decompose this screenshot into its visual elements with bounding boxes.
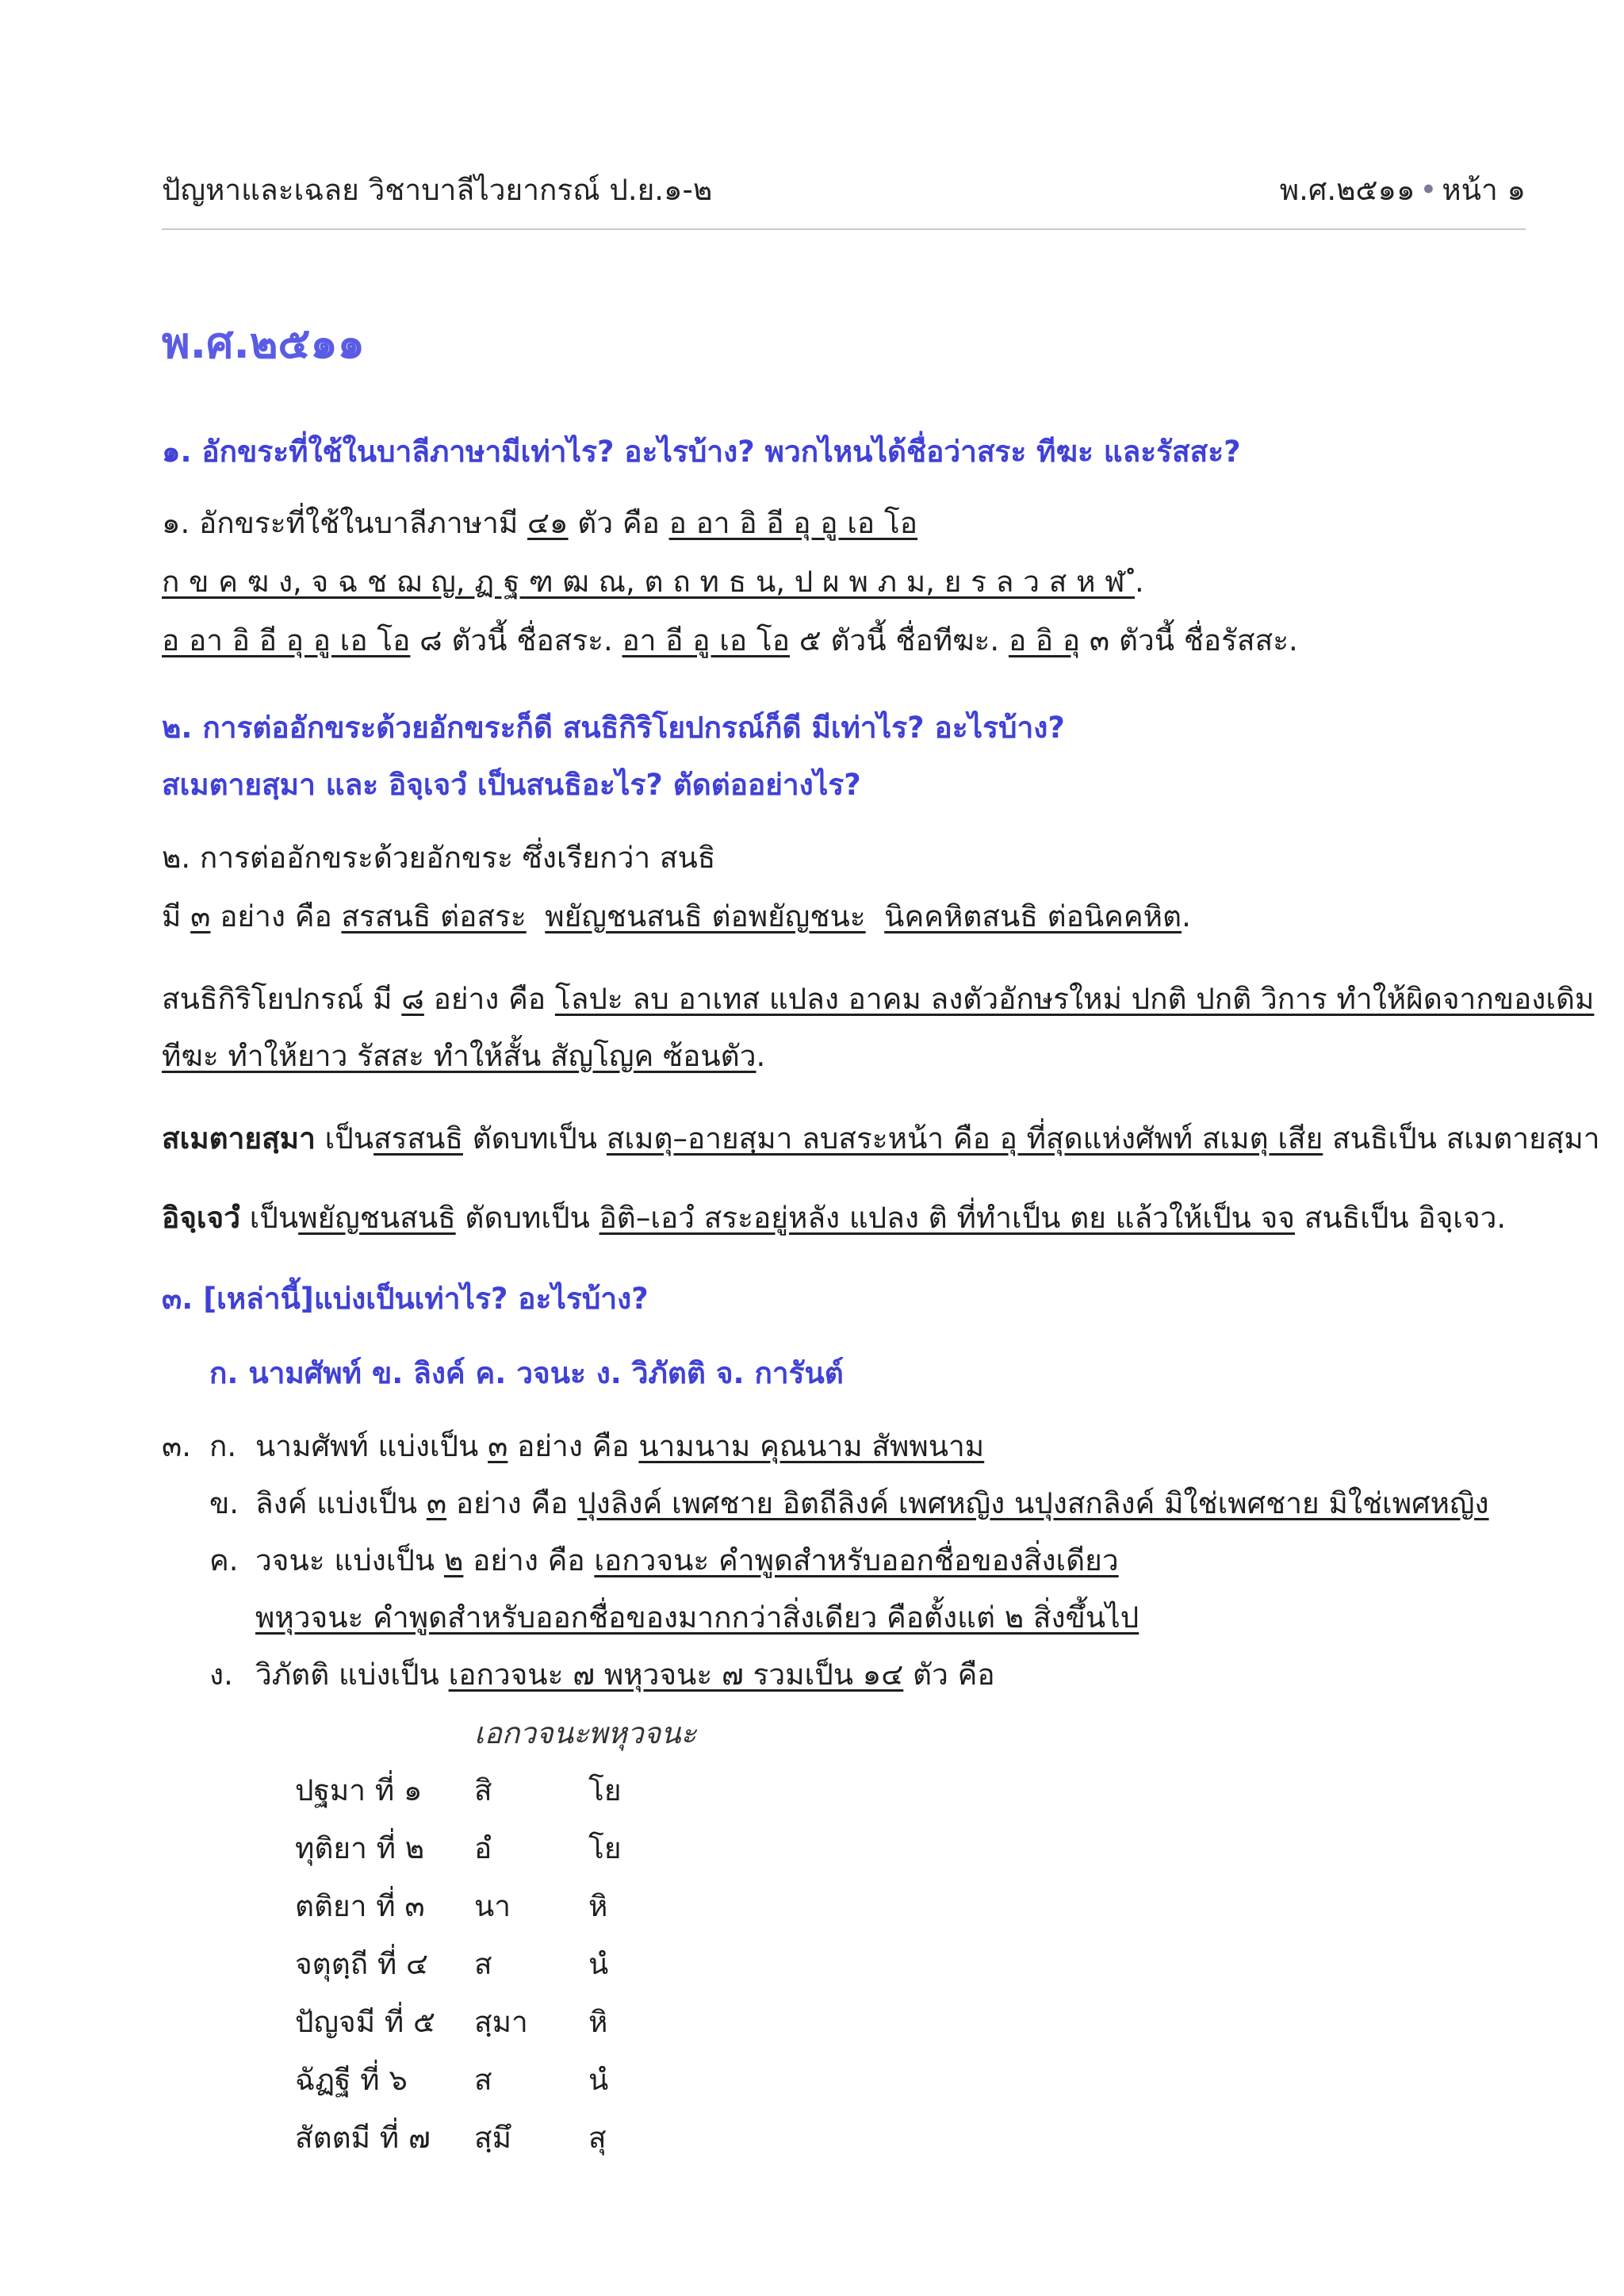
plural-ending: นํ: [588, 2063, 609, 2097]
question-3-line-1: ๓. [เหล่านี้]แบ่งเป็นเท่าไร? อะไรบ้าง?: [162, 1282, 649, 1316]
column-header-singular: เอกวจนะ: [474, 1716, 589, 1750]
text: เป็น: [315, 1121, 374, 1156]
sandhi-method-list: ทีฆะ ทำให้ยาว รัสสะ ทำให้สั้น สัญโญค ซ้อนตัว: [162, 1039, 756, 1073]
text: ตัดบทเป็น: [455, 1201, 599, 1235]
singular-ending: สฺมึ: [474, 2121, 511, 2155]
answer-3-ka-marker: ก.: [209, 1429, 237, 1463]
text: อย่าง คือ: [463, 1543, 595, 1577]
sandhi-type: พยัญชนสนธิ ต่อพยัญชนะ: [545, 899, 866, 933]
sandhi-explanation: สเมตุ–อายสฺมา ลบสระหน้า คือ อุ ที่สุดแห่งศัพท์ สเมตุ เสีย: [606, 1121, 1323, 1156]
text: อย่าง คือ: [446, 1486, 578, 1520]
text: ตัว คือ: [568, 506, 669, 540]
answer-2-line-1: ๒. การต่ออักขระด้วยอักขระ ซึ่งเรียกว่า สนธิ: [162, 841, 716, 875]
text: อย่าง คือ: [210, 899, 342, 933]
long-vowel-group: อา อี อู เอ โอ: [622, 623, 790, 657]
text: .: [756, 1039, 766, 1073]
count-underlined: ๓: [190, 899, 211, 933]
answer-3-number: ๓.: [162, 1429, 192, 1463]
sandhi-type: พยัญชนสนธิ: [298, 1201, 456, 1235]
plural-ending: โย: [588, 1773, 622, 1807]
text: วจนะ แบ่งเป็น: [255, 1543, 444, 1577]
year-heading: พ.ศ.๒๕๑๑: [162, 318, 365, 368]
text: ๘ ตัวนี้ ชื่อสระ.: [410, 623, 622, 657]
question-2-line-1: ๒. การต่ออักขระด้วยอักขระก็ดี สนธิกิริโยปกรณ์ก็ดี มีเท่าไร? อะไรบ้าง?: [162, 711, 1065, 745]
vowel-group: อ อา อิ อี อุ อู เอ โอ: [162, 623, 411, 657]
plural-ending: หิ: [588, 2005, 608, 2039]
singular-ending: นา: [474, 1889, 511, 1923]
question-1: ๑. อักขระที่ใช้ในบาลีภาษามีเท่าไร? อะไรบ้าง? พวกไหนได้ชื่อว่าสระ ทีฆะ และรัสสะ?: [162, 435, 1241, 469]
gender-list: ปุงลิงค์ เพศชาย อิตถีลิงค์ เพศหญิง นปุงสกลิงค์ มิใช่เพศชาย มิใช่เพศหญิง: [577, 1486, 1489, 1520]
text: ๑. อักขระที่ใช้ในบาลีภาษามี: [162, 506, 528, 540]
case-name: จตุตฺถี ที่ ๔: [295, 1947, 429, 1981]
case-name: สัตตมี ที่ ๗: [295, 2121, 431, 2155]
count-underlined: ๒: [443, 1543, 464, 1577]
count-underlined: ๘: [401, 982, 424, 1016]
singular-ending: อํ: [474, 1831, 492, 1865]
vowel-list: อ อา อิ อี อุ อู เอ โอ: [668, 506, 917, 540]
sandhi-explanation: อิติ–เอวํ สระอยู่หลัง แปลง ติ ที่ทำเป็น ตย แล้วให้เป็น จจ: [599, 1201, 1295, 1235]
term-bold: สเมตายสฺมา: [162, 1121, 316, 1156]
text: วิภัตติ แบ่งเป็น: [255, 1658, 449, 1692]
text: ลิงค์ แบ่งเป็น: [255, 1486, 427, 1520]
text: .: [1182, 899, 1191, 933]
case-name: ปัญจมี ที่ ๕: [295, 2005, 435, 2039]
text: ตัว คือ: [903, 1658, 995, 1692]
plural-ending: หิ: [588, 1889, 608, 1923]
answer-3-kho-marker: ค.: [209, 1543, 239, 1577]
case-name: ฉัฏฐี ที่ ๖: [295, 2063, 408, 2097]
term-bold: อิจฺเจวํ: [162, 1201, 241, 1235]
sandhi-type: สรสนธิ ต่อสระ: [341, 899, 527, 933]
singular-ending: สิ: [474, 1773, 492, 1807]
column-header-plural: พหุวจนะ: [588, 1716, 697, 1750]
text: ตัดบทเป็น: [462, 1121, 607, 1156]
number-type: เอกวจนะ คำพูดสำหรับออกชื่อของสิ่งเดียว: [594, 1543, 1119, 1577]
text: .: [1135, 565, 1144, 599]
header-page-number: หน้า ๑: [1442, 173, 1526, 207]
text: อย่าง คือ: [423, 982, 555, 1016]
question-2-line-2: สเมตายสฺมา และ อิจฺเจวํ เป็นสนธิอะไร? ตัดต่ออย่างไร?: [162, 768, 861, 802]
plural-ending: นํ: [588, 1947, 609, 1981]
answer-3-ngo-marker: ง.: [209, 1658, 233, 1692]
singular-ending: ส: [474, 2063, 492, 2097]
count-underlined: ๓: [488, 1429, 508, 1463]
plural-ending: โย: [588, 1831, 622, 1865]
question-3-line-2: ก. นามศัพท์ ข. ลิงค์ ค. วจนะ ง. วิภัตติ จ. การันต์: [209, 1356, 844, 1390]
singular-ending: ส: [474, 1947, 492, 1981]
consonant-list: ก ข ค ฆ ง, จ ฉ ช ฌ ญ, ฏ ฐ ฑ ฒ ณ, ต ถ ท ธ น, ป ผ พ ภ ม, ย ร ล ว ส ห ฬ ํ: [162, 565, 1135, 599]
answer-3-kha-marker: ข.: [209, 1486, 239, 1520]
header-separator: •: [1419, 173, 1438, 207]
text: นามศัพท์ แบ่งเป็น: [255, 1429, 488, 1463]
case-count: เอกวจนะ ๗ พหุวจนะ ๗ รวมเป็น ๑๔: [448, 1658, 904, 1692]
sandhi-type: นิคคหิตสนธิ ต่อนิคคหิต: [884, 899, 1182, 933]
case-name: ปฐมา ที่ ๑: [295, 1773, 423, 1807]
case-name: ตติยา ที่ ๓: [295, 1889, 425, 1923]
text: สนธิเป็น สเมตายสฺมา: [1323, 1121, 1600, 1156]
sandhi-type: สรสนธิ: [373, 1121, 463, 1156]
text: เป็น: [240, 1201, 299, 1235]
count-underlined: ๓: [426, 1486, 447, 1520]
number-type: พหุวจนะ คำพูดสำหรับออกชื่อของมากกว่าสิ่งเดียว คือตั้งแต่ ๒ สิ่งขึ้นไป: [255, 1600, 1139, 1635]
text: ๕ ตัวนี้ ชื่อทีฆะ.: [789, 623, 1009, 657]
text: อย่าง คือ: [508, 1429, 639, 1463]
text: สนธิกิริโยปกรณ์ มี: [162, 982, 402, 1016]
singular-ending: สฺมา: [474, 2005, 528, 2039]
noun-type-list: นามนาม คุณนาม สัพพนาม: [638, 1429, 985, 1463]
text: ๓ ตัวนี้ ชื่อรัสสะ.: [1080, 623, 1298, 657]
count-underlined: ๔๑: [527, 506, 569, 540]
text: สนธิเป็น อิจฺเจว.: [1294, 1201, 1507, 1235]
header-year: พ.ศ.๒๕๑๑: [1279, 173, 1415, 207]
sandhi-method-list: โลปะ ลบ อาเทส แปลง อาคม ลงตัวอักษรใหม่ ปกติ ปกติ วิการ ทำให้ผิดจากของเดิม: [554, 982, 1595, 1016]
header-title: ปัญหาและเฉลย วิชาบาลีไวยากรณ์ ป.ย.๑-๒: [162, 173, 713, 207]
short-vowel-group: อ อิ อุ: [1008, 623, 1081, 657]
case-name: ทุติยา ที่ ๒: [295, 1831, 425, 1865]
plural-ending: สุ: [588, 2121, 607, 2155]
text: มี: [162, 899, 191, 933]
